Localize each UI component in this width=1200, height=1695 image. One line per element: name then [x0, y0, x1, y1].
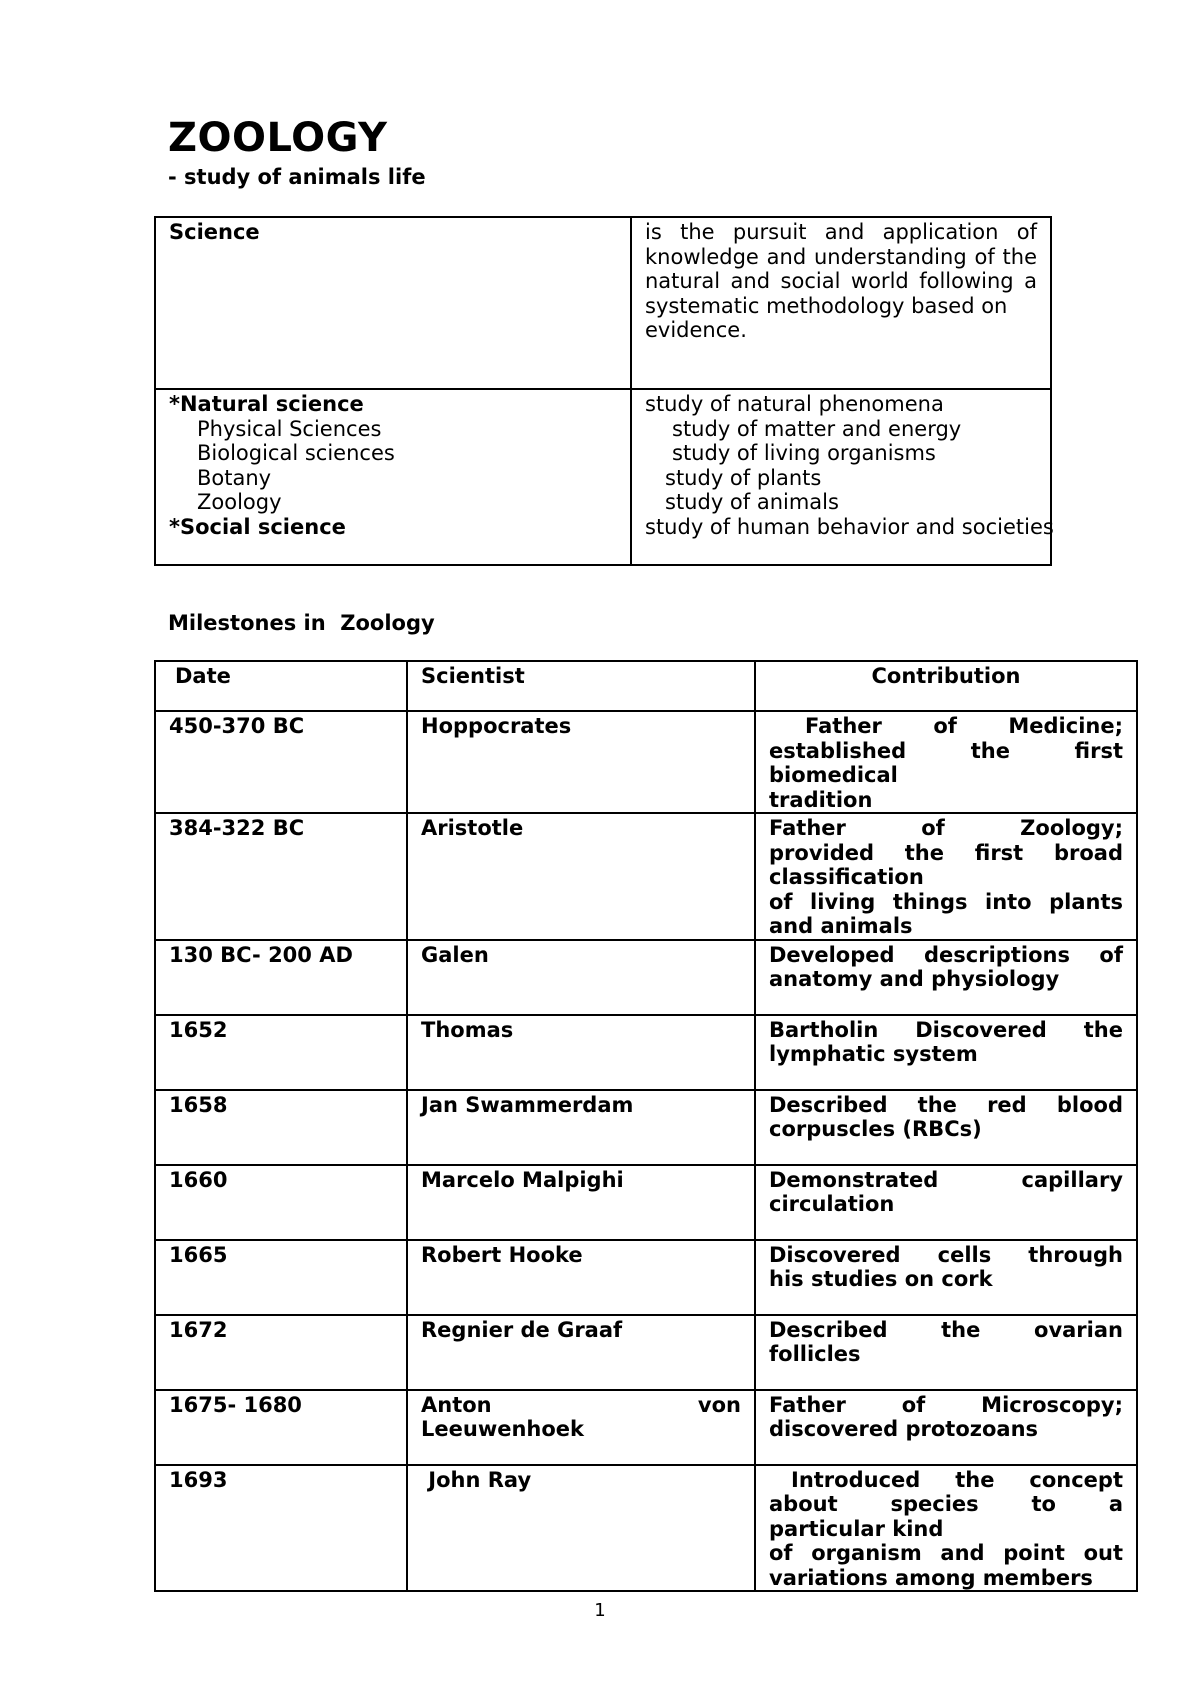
definition-line: natural and social world following a — [645, 269, 1037, 293]
contribution-line: particular kind — [769, 1516, 944, 1541]
milestones-heading: Milestones in Zoology — [168, 611, 435, 635]
term-physical-sciences: Physical Sciences — [197, 416, 382, 441]
date-cell: 450-370 BC — [155, 711, 407, 813]
contribution-line: established the first — [769, 738, 1123, 763]
scientist-cell: Thomas — [407, 1015, 755, 1090]
date-cell: 1660 — [155, 1165, 407, 1240]
table-row — [155, 940, 1137, 1015]
contribution-cell — [755, 1165, 1137, 1240]
contribution-line: Discovered cells through — [769, 1242, 1123, 1267]
date-cell: 1675- 1680 — [155, 1390, 407, 1465]
contribution-line: Bartholin Discovered the — [769, 1017, 1123, 1042]
table-row — [155, 1090, 1137, 1165]
contribution-cell — [755, 711, 1137, 813]
contribution-line: Father of Microscopy; — [769, 1392, 1123, 1417]
definition-zoology: study of animals — [665, 490, 839, 514]
contribution-line: of living things into plants — [769, 889, 1123, 914]
scientist-cell: Hoppocrates — [407, 711, 755, 813]
scientist-surname: Leeuwenhoek — [421, 1417, 584, 1441]
date-cell: 1658 — [155, 1090, 407, 1165]
contribution-cell — [755, 1240, 1137, 1315]
date-cell: 384-322 BC — [155, 813, 407, 940]
scientist-cell — [407, 1390, 755, 1465]
column-header-scientist: Scientist — [407, 661, 755, 711]
scientist-particle: von — [697, 1392, 741, 1417]
table-row — [155, 1165, 1137, 1240]
contribution-line: and animals — [769, 914, 913, 938]
definition-line: is the pursuit and application of — [645, 220, 1037, 244]
definition-line: systematic methodology based on — [645, 293, 1008, 318]
contribution-line: Described the red blood — [769, 1092, 1123, 1117]
contribution-cell — [755, 1090, 1137, 1165]
table-row — [155, 1240, 1137, 1315]
date-cell: 1652 — [155, 1015, 407, 1090]
definitions-row-science — [155, 217, 1051, 389]
date-cell: 130 BC- 200 AD — [155, 940, 407, 1015]
term-biological-sciences: Biological sciences — [197, 441, 395, 465]
page-number: 1 — [594, 1600, 606, 1621]
contribution-line: follicles — [769, 1342, 861, 1366]
scientist-name: John Ray — [421, 1467, 532, 1492]
contribution-line: of organism and point out — [769, 1541, 1123, 1565]
term-zoology: Zoology — [197, 490, 282, 514]
date-cell: 1665 — [155, 1240, 407, 1315]
contribution-line: variations among members — [769, 1565, 1093, 1590]
scientist-cell: Aristotle — [407, 813, 755, 940]
table-row — [155, 1015, 1137, 1090]
column-header-date: Date — [155, 661, 407, 711]
definitions-table — [154, 216, 1052, 566]
table-row — [155, 1390, 1137, 1465]
milestones-table — [154, 660, 1138, 1592]
definitions-row-branches — [155, 389, 1051, 565]
scientist-cell — [407, 1465, 755, 1592]
table-row — [155, 711, 1137, 813]
term-science: Science — [169, 220, 260, 244]
contribution-cell — [755, 1465, 1137, 1592]
term-social-science: *Social science — [169, 514, 346, 539]
scientist-cell: Regnier de Graaf — [407, 1315, 755, 1390]
definition-line: knowledge and understanding of the — [645, 244, 1037, 269]
table-row — [155, 1465, 1137, 1592]
contribution-line: about species to a — [769, 1492, 1123, 1516]
document-subtitle: - study of animals life — [168, 165, 426, 189]
scientist-cell: Robert Hooke — [407, 1240, 755, 1315]
definition-cell — [631, 389, 1054, 565]
definition-cell — [631, 217, 1051, 389]
contribution-line: tradition — [769, 787, 873, 812]
contribution-line: biomedical — [769, 763, 898, 787]
contribution-line: Described the ovarian — [769, 1317, 1123, 1342]
definition-natural-science: study of natural phenomena — [645, 392, 944, 416]
contribution-line: lymphatic system — [769, 1042, 978, 1066]
contribution-line: Developed descriptions of — [769, 942, 1123, 967]
definition-botany: study of plants — [665, 465, 822, 490]
date-cell: 1693 — [155, 1465, 407, 1592]
definition-physical-sciences: study of matter and energy — [672, 416, 962, 441]
definition-biological-sciences: study of living organisms — [672, 441, 936, 465]
date-cell: 1672 — [155, 1315, 407, 1390]
contribution-line: Father of Zoology; — [769, 816, 1123, 840]
contribution-line: discovered protozoans — [769, 1417, 1039, 1441]
document-title: ZOOLOGY — [168, 115, 388, 161]
definition-social-science: study of human behavior and societies — [645, 514, 1054, 539]
scientist-name-line — [421, 1393, 741, 1418]
contribution-line: anatomy and physiology — [769, 967, 1060, 991]
term-natural-science: *Natural science — [169, 392, 364, 416]
scientist-cell: Jan Swammerdam — [407, 1090, 755, 1165]
contribution-line: circulation — [769, 1192, 895, 1216]
contribution-line: Demonstrated capillary — [769, 1167, 1123, 1192]
contribution-cell — [755, 813, 1137, 940]
contribution-line: corpuscles (RBCs) — [769, 1117, 982, 1141]
term-cell — [155, 217, 631, 389]
contribution-cell — [755, 1015, 1137, 1090]
contribution-cell — [755, 1390, 1137, 1465]
table-row — [155, 1315, 1137, 1390]
contribution-line: his studies on cork — [769, 1267, 993, 1291]
scientist-first-name: Anton — [421, 1392, 492, 1417]
definition-line: evidence. — [645, 318, 747, 342]
term-cell — [155, 389, 631, 565]
scientist-cell: Galen — [407, 940, 755, 1015]
contribution-cell — [755, 1315, 1137, 1390]
contribution-line: provided the first broad — [769, 840, 1123, 865]
contribution-cell — [755, 940, 1137, 1015]
contribution-line: Father of Medicine; — [805, 714, 1123, 738]
contribution-line: classification — [769, 865, 924, 889]
scientist-cell: Marcelo Malpighi — [407, 1165, 755, 1240]
contribution-line: Introduced the concept — [791, 1467, 1123, 1492]
term-botany: Botany — [197, 465, 272, 490]
table-row — [155, 813, 1137, 940]
milestones-header-row — [155, 661, 1137, 711]
column-header-contribution: Contribution — [755, 661, 1137, 711]
